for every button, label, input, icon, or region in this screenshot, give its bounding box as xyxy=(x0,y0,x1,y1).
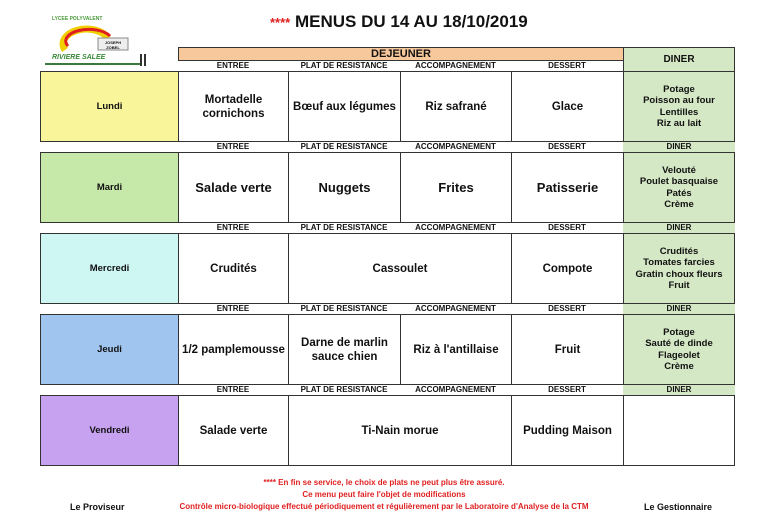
diner-item: Potage xyxy=(663,326,695,338)
subheader-entree: ENTREE xyxy=(216,223,250,232)
diner-item: Fruit xyxy=(668,280,690,291)
entree-cell: 1/2 pamplemousse xyxy=(178,314,289,385)
subheader-entree: ENTREE xyxy=(216,142,250,151)
day-label: Lundi xyxy=(40,71,179,142)
diner-item: Lentilles xyxy=(659,106,699,118)
accompagnement-cell: Frites xyxy=(400,152,512,223)
plat-cell: Cassoulet xyxy=(288,233,512,304)
dessert-cell: Pudding Maison xyxy=(511,395,624,466)
diner-item: Poulet basquaise xyxy=(639,176,719,187)
subheader-plat: PLAT DE RESISTANCE xyxy=(300,385,388,394)
subheader-plat: PLAT DE RESISTANCE xyxy=(300,61,388,70)
entree-cell: Salade verte xyxy=(178,152,289,223)
subheader-entree: ENTREE xyxy=(216,61,250,70)
diner-item: Sauté de dinde xyxy=(645,338,713,349)
dessert-cell: Compote xyxy=(511,233,624,304)
diner-item: Flageolet xyxy=(658,349,700,361)
diner-item: Riz au lait xyxy=(656,118,702,129)
logo-top-text: LYCEE POLYVALENT xyxy=(52,16,103,22)
plat-cell: Darne de marlin sauce chien xyxy=(288,314,401,385)
diner-item: Potage xyxy=(663,83,695,95)
diner-item: Crudités xyxy=(659,245,699,257)
subheader-accomp: ACCOMPAGNEMENT xyxy=(415,385,496,394)
diner-cell xyxy=(623,395,735,466)
diner-item: Poisson au four xyxy=(643,95,715,106)
subheader-plat: PLAT DE RESISTANCE xyxy=(300,223,388,232)
subheader-dessert: DESSERT xyxy=(548,385,586,394)
signature-gestionnaire: Le Gestionnaire xyxy=(644,502,713,512)
logo-bottom-text: RIVIERE SALEE xyxy=(52,54,106,61)
school-logo xyxy=(40,16,152,68)
subheader-plat: PLAT DE RESISTANCE xyxy=(300,304,388,313)
plat-cell: Ti-Nain morue xyxy=(288,395,512,466)
subheader-accomp: ACCOMPAGNEMENT xyxy=(415,61,496,70)
title-stars: **** xyxy=(270,15,291,30)
subheader-diner: DINER xyxy=(666,142,692,151)
subheader-accomp: ACCOMPAGNEMENT xyxy=(415,223,496,232)
diner-header: DINER xyxy=(623,47,735,72)
diner-item: Velouté xyxy=(662,164,696,176)
diner-cell xyxy=(623,152,735,223)
subheader-accomp: ACCOMPAGNEMENT xyxy=(415,304,496,313)
subheader-diner: DINER xyxy=(666,223,692,232)
entree-cell: Crudités xyxy=(178,233,289,304)
logo-middle-text: JOSEPH ZOBEL xyxy=(104,40,122,50)
subheader-diner: DINER xyxy=(666,304,692,313)
plat-cell: Nuggets xyxy=(288,152,401,223)
accompagnement-cell: Riz safrané xyxy=(400,71,512,142)
plat-cell: Bœuf aux légumes xyxy=(288,71,401,142)
diner-item: Tomates farcies xyxy=(643,257,715,268)
accompagnement-cell: Riz à l'antillaise xyxy=(400,314,512,385)
signature-proviseur: Le Proviseur xyxy=(70,502,125,512)
dessert-cell: Glace xyxy=(511,71,624,142)
title-text: MENUS DU 14 AU 18/10/2019 xyxy=(294,12,528,31)
diner-cell xyxy=(623,71,735,142)
subheader-dessert: DESSERT xyxy=(548,61,586,70)
diner-item: Gratin choux fleurs xyxy=(635,268,723,280)
footer-note-2: Ce menu peut faire l'objet de modifications xyxy=(302,490,466,499)
subheader-dessert: DESSERT xyxy=(548,142,586,151)
day-label: Vendredi xyxy=(40,395,179,466)
dejeuner-header: DEJEUNER xyxy=(178,47,624,61)
dessert-cell: Patisserie xyxy=(511,152,624,223)
footer-note-3: Contrôle micro-biologique effectué périodiquement et régulièrement par le Laboratoire d'Analyse de la CTM xyxy=(179,502,589,511)
diner-cell xyxy=(623,233,735,304)
subheader-accomp: ACCOMPAGNEMENT xyxy=(415,142,496,151)
subheader-plat: PLAT DE RESISTANCE xyxy=(300,142,388,151)
day-label: Mercredi xyxy=(40,233,179,304)
page-title xyxy=(270,12,528,32)
entree-cell: Mortadelle cornichons xyxy=(178,71,289,142)
footer-note-1: **** En fin se service, le choix de plats ne peut plus être assuré. xyxy=(263,478,505,487)
day-label: Mardi xyxy=(40,152,179,223)
diner-item: Patés xyxy=(666,187,692,199)
subheader-entree: ENTREE xyxy=(216,385,250,394)
entree-cell: Salade verte xyxy=(178,395,289,466)
diner-item: Crème xyxy=(664,361,694,372)
subheader-diner: DINER xyxy=(666,385,692,394)
diner-cell xyxy=(623,314,735,385)
day-label: Jeudi xyxy=(40,314,179,385)
subheader-dessert: DESSERT xyxy=(548,223,586,232)
dessert-cell: Fruit xyxy=(511,314,624,385)
subheader-entree: ENTREE xyxy=(216,304,250,313)
subheader-dessert: DESSERT xyxy=(548,304,586,313)
diner-item: Crème xyxy=(664,199,694,210)
